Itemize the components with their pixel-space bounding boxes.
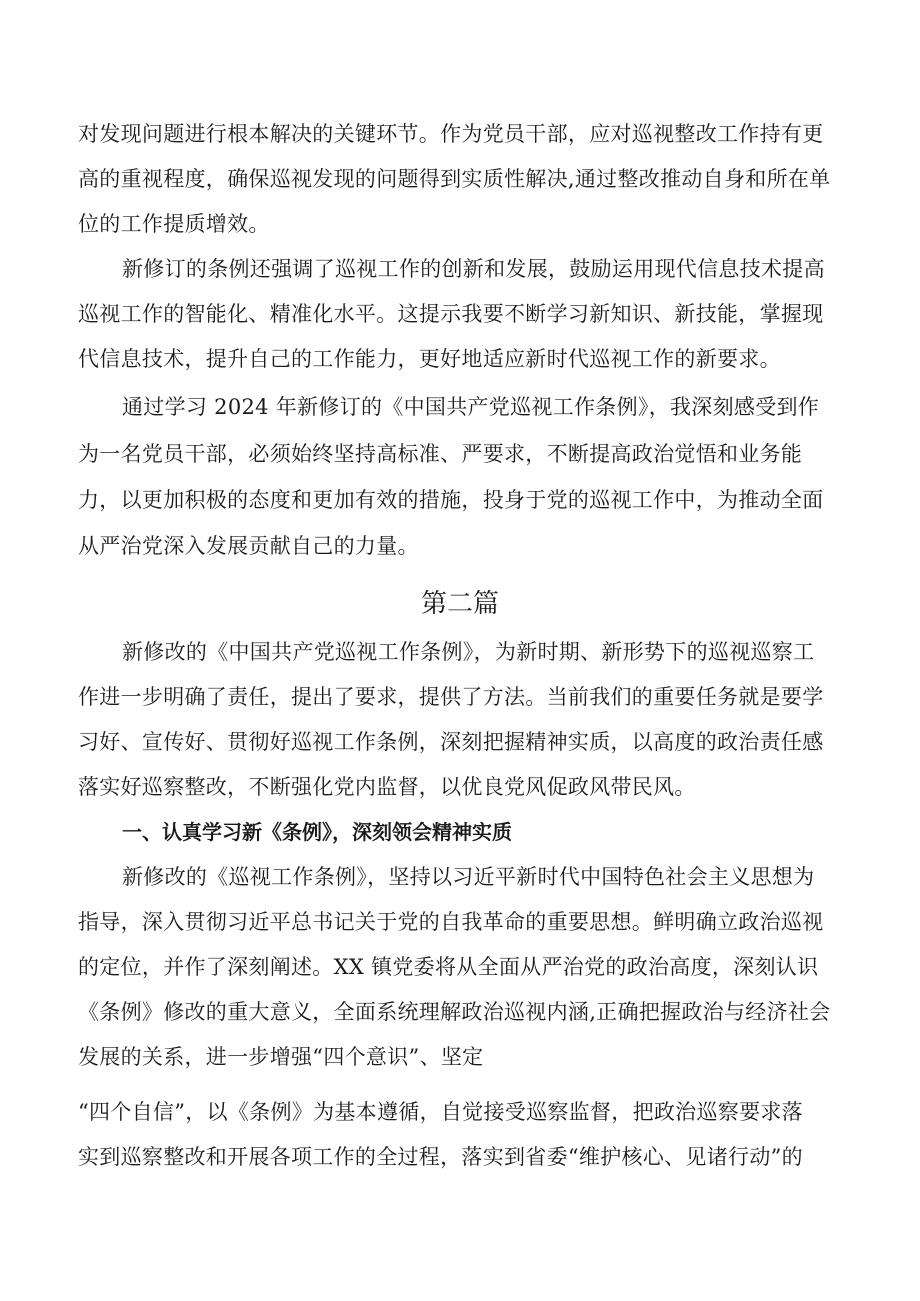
paragraph-4-line-1: 新修改的《中国共产党巡视工作条例》，为新时期、新形势下的巡视巡察工 — [122, 640, 815, 664]
paragraph-6-line-1: “四个自信”，以《条例》为基本遵循，自觉接受巡察监督，把政治巡察要求落 — [78, 1100, 803, 1124]
paragraph-5-line-5: 发展的关系，进一步增强“四个意识”、坚定 — [78, 1045, 484, 1069]
subheading-1: 一、认真学习新《条例》，深刻领会精神实质 — [122, 820, 512, 844]
paragraph-3-line-2: 为一名党员干部，必须始终坚持高标准、严要求，不断提高政治觉悟和业务能 — [78, 442, 803, 466]
section-title: 第二篇 — [420, 589, 499, 619]
paragraph-1-line-2: 高的重视程度，确保巡视发现的问题得到实质性解决,通过整改推动自身和所在单 — [78, 167, 831, 191]
paragraph-2-line-1: 新修订的条例还强调了巡视工作的创新和发展，鼓励运用现代信息技术提高 — [122, 257, 825, 281]
paragraph-1-line-3: 位的工作提质增效。 — [78, 212, 270, 236]
paragraph-3-line-3: 力，以更加积极的态度和更加有效的措施，投身于党的巡视工作中，为推动全面 — [78, 488, 824, 512]
paragraph-5-line-2: 指导，深入贯彻习近平总书记关于党的自我革命的重要思想。鲜明确立政治巡视 — [78, 910, 824, 934]
paragraph-1-line-1: 对发现问题进行根本解决的关键环节。作为党员干部，应对巡视整改工作持有更 — [78, 122, 824, 146]
paragraph-6-line-2: 实到巡察整改和开展各项工作的全过程，落实到省委“维护核心、见诸行动”的 — [78, 1145, 803, 1169]
paragraph-5-line-1: 新修改的《巡视工作条例》，坚持以习近平新时代中国特色社会主义思想为 — [122, 865, 815, 889]
paragraph-3-line-4: 从严治党深入发展贡献自己的力量。 — [78, 534, 419, 558]
paragraph-2-line-2: 巡视工作的智能化、精准化水平。这提示我要不断学习新知识、新技能，掌握现 — [78, 302, 824, 326]
paragraph-5-line-4: 《条例》修改的重大意义，全面系统理解政治巡视内涵,正确把握政治与经济社会 — [78, 1000, 831, 1024]
paragraph-4-line-3: 习好、宣传好、贯彻好巡视工作条例，深刻把握精神实质，以高度的政治责任感 — [78, 730, 824, 754]
paragraph-5-line-3: 的定位，并作了深刻阐述。XX 镇党委将从全面从严治党的政治高度，深刻认识 — [78, 955, 819, 979]
paragraph-3-line-1: 通过学习 2024 年新修订的《中国共产党巡视工作条例》，我深刻感受到作 — [122, 395, 820, 419]
paragraph-2-line-3: 代信息技术，提升自己的工作能力，更好地适应新时代巡视工作的新要求。 — [78, 347, 781, 371]
paragraph-4-line-2: 作进一步明确了责任，提出了要求，提供了方法。当前我们的重要任务就是要学 — [78, 685, 824, 709]
paragraph-4-line-4: 落实好巡察整改，不断强化党内监督，以优良党风促政风带民风。 — [78, 775, 696, 799]
